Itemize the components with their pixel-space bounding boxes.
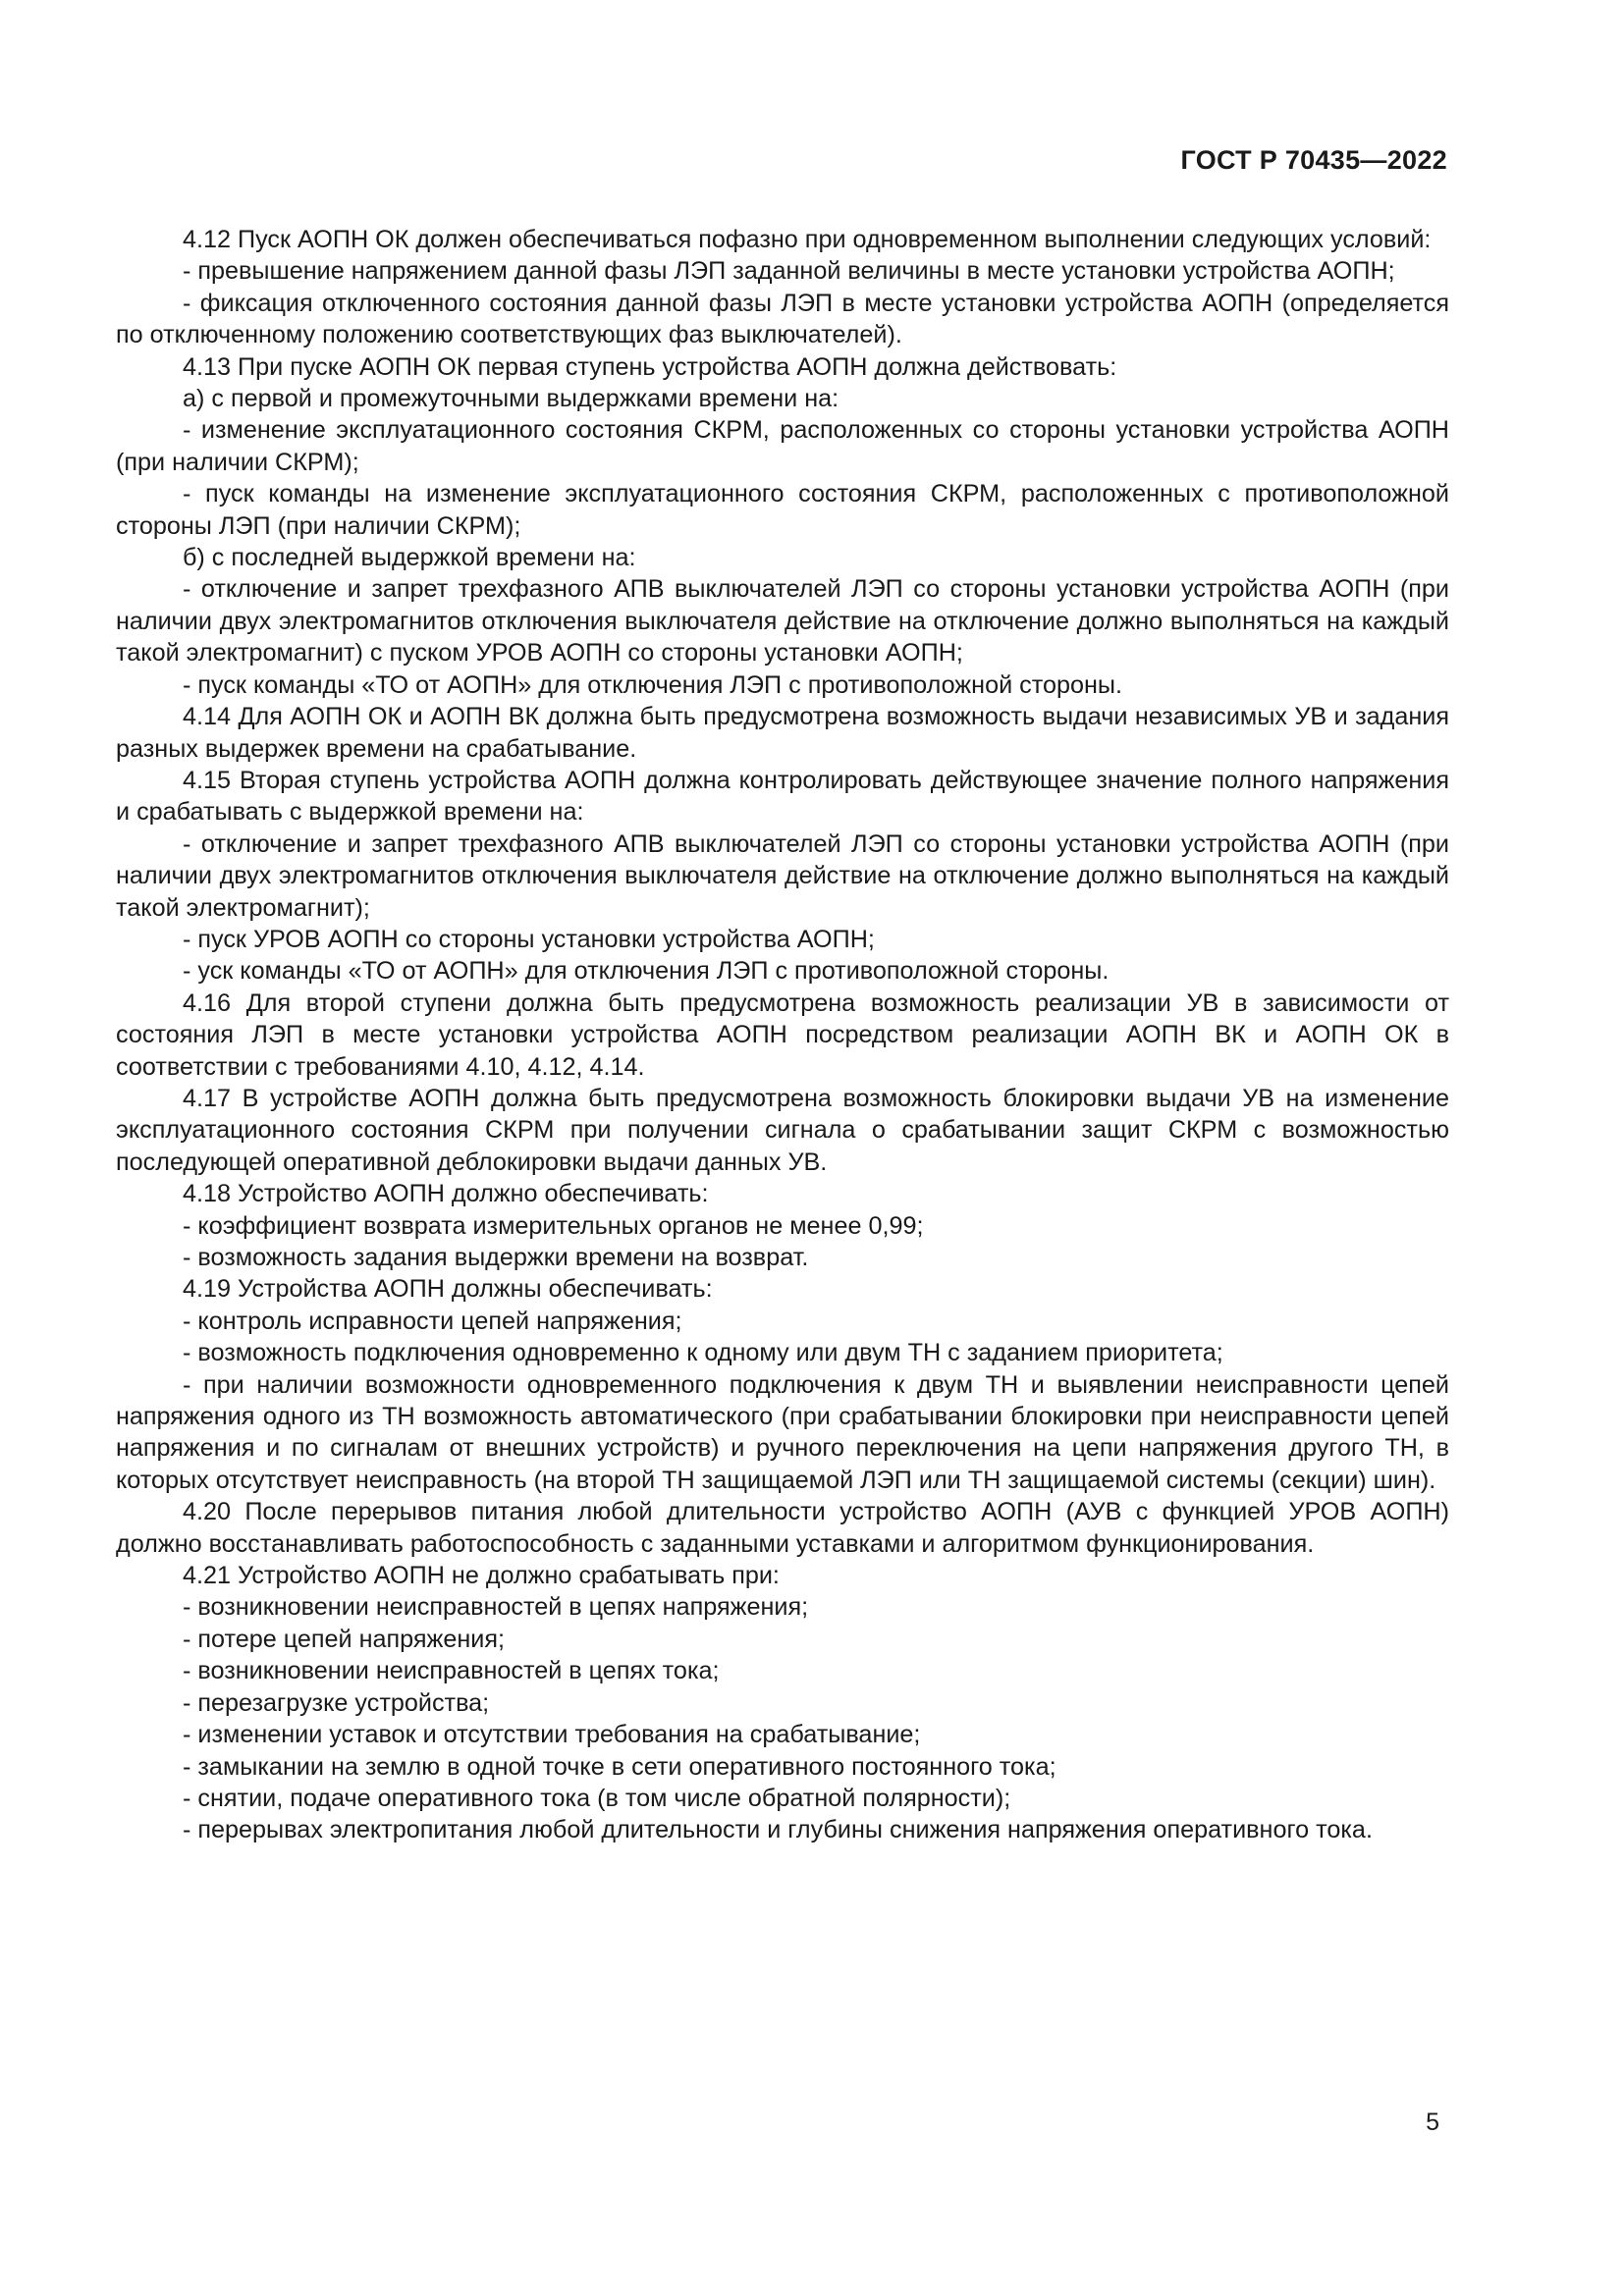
list-item: - возникновении неисправностей в цепях тока;: [183, 1657, 720, 1685]
paragraph-4-15: 4.15 Вторая ступень устройства АОПН должна контролировать действующее значение полного напряжения и срабатывать с выдержкой времени на:: [116, 766, 1449, 827]
list-item: - возможность подключения одновременно к одному или двум ТН с заданием приоритета;: [183, 1339, 1223, 1367]
list-item: - замыкании на землю в одной точке в сети оперативного постоянного тока;: [183, 1752, 1056, 1781]
list-item: - коэффициент возврата измерительных органов не менее 0,99;: [183, 1211, 924, 1240]
document-body: [116, 224, 1449, 1846]
paragraph-4-21: 4.21 Устройство АОПН не должно срабатывать при:: [183, 1562, 780, 1590]
list-item: - контроль исправности цепей напряжения;: [183, 1307, 682, 1335]
list-item: - изменении уставок и отсутствии требования на срабатывание;: [183, 1721, 921, 1749]
list-item: - фиксация отключенного состояния данной фазы ЛЭП в месте установки устройства АОПН (определяется по отключенному положению соответствующих фаз выключателей).: [116, 289, 1449, 349]
list-item: - возникновении неисправностей в цепях напряжения;: [183, 1593, 809, 1622]
document-header: ГОСТ Р 70435—2022: [1180, 145, 1447, 175]
list-item: - пуск команды на изменение эксплуатационного состояния СКРМ, расположенных с противоположной стороны ЛЭП (при наличии СКРМ);: [116, 480, 1449, 540]
list-item: - отключение и запрет трехфазного АПВ выключателей ЛЭП со стороны установки устройства АОПН (при наличии двух электромагнитов отключения выключателя действие на отключение должно выполняться на каждый такой электромагнит);: [116, 829, 1449, 922]
paragraph-4-12: 4.12 Пуск АОПН ОК должен обеспечиваться пофазно при одновременном выполнении следующих условий:: [183, 226, 1432, 253]
list-item: - отключение и запрет трехфазного АПВ выключателей ЛЭП со стороны установки устройства АОПН (при наличии двух электромагнитов отключения выключателя действие на отключение должно выполняться на каждый такой электромагнит) с пуском УРОВ АОПН со стороны установки АОПН;: [116, 575, 1449, 667]
paragraph-4-17: 4.17 В устройстве АОПН должна быть предусмотрена возможность блокировки выдачи УВ на изменение эксплуатационного состояния СКРМ при получении сигнала о срабатывании защит СКРМ с возможностью последующей оперативной деблокировки выдачи данных УВ.: [116, 1084, 1449, 1176]
sub-item-a: а) с первой и промежуточными выдержками времени на:: [183, 385, 839, 413]
list-item: - перезагрузке устройства;: [183, 1688, 490, 1717]
list-item: - превышение напряжением данной фазы ЛЭП заданной величины в месте установки устройства АОПН;: [183, 257, 1395, 286]
list-item: - возможность задания выдержки времени на возврат.: [183, 1244, 809, 1271]
list-item: - изменение эксплуатационного состояния СКРМ, расположенных со стороны установки устройства АОПН (при наличии СКРМ);: [116, 416, 1449, 476]
list-item: - при наличии возможности одновременного подключения к двум ТН и выявлении неисправности цепей напряжения одного из ТН возможность автоматического (при срабатывании блокировки при неисправности цепей напряжения и по сигналам от внешних устройств) и ручного переключения на цепи напряжения другого ТН, в которых отсутствует неисправность (на второй ТН защищаемой ЛЭП или ТН защищаемой системы (секции) шин).: [116, 1370, 1449, 1494]
paragraph-4-18: 4.18 Устройство АОПН должно обеспечивать:: [183, 1180, 709, 1208]
paragraph-4-13: 4.13 При пуске АОПН ОК первая ступень устройства АОПН должна действовать:: [183, 352, 1117, 381]
list-item: - снятии, подаче оперативного тока (в том числе обратной полярности);: [183, 1784, 1011, 1812]
sub-item-b: б) с последней выдержкой времени на:: [183, 544, 636, 572]
list-item: - пуск УРОВ АОПН со стороны установки устройства АОПН;: [183, 925, 875, 953]
paragraph-4-20: 4.20 После перерывов питания любой длительности устройство АОПН (АУВ с функцией УРОВ АОПН) должно восстанавливать работоспособность с заданными уставками и алгоритмом функционирования.: [116, 1498, 1449, 1558]
paragraph-4-14: 4.14 Для АОПН ОК и АОПН ВК должна быть предусмотрена возможность выдачи независимых УВ и задания разных выдержек времени на срабатывание.: [116, 703, 1449, 763]
paragraph-4-19: 4.19 Устройства АОПН должны обеспечивать:: [183, 1275, 713, 1304]
paragraph-4-16: 4.16 Для второй ступени должна быть предусмотрена возможность реализации УВ в зависимости от состояния ЛЭП в месте установки устройства АОПН посредством реализации АОПН ВК и АОПН ОК в соответствии с требованиями 4.10, 4.12, 4.14.: [116, 988, 1449, 1081]
page-number: 5: [1426, 2109, 1439, 2136]
list-item: - перерывах электропитания любой длительности и глубины снижения напряжения оперативного тока.: [183, 1816, 1373, 1844]
list-item: - потере цепей напряжения;: [183, 1625, 506, 1653]
list-item: - пуск команды «ТО от АОПН» для отключения ЛЭП с противоположной стороны.: [183, 670, 1123, 699]
list-item: - уск команды «ТО от АОПН» для отключения ЛЭП с противоположной стороны.: [183, 957, 1110, 986]
